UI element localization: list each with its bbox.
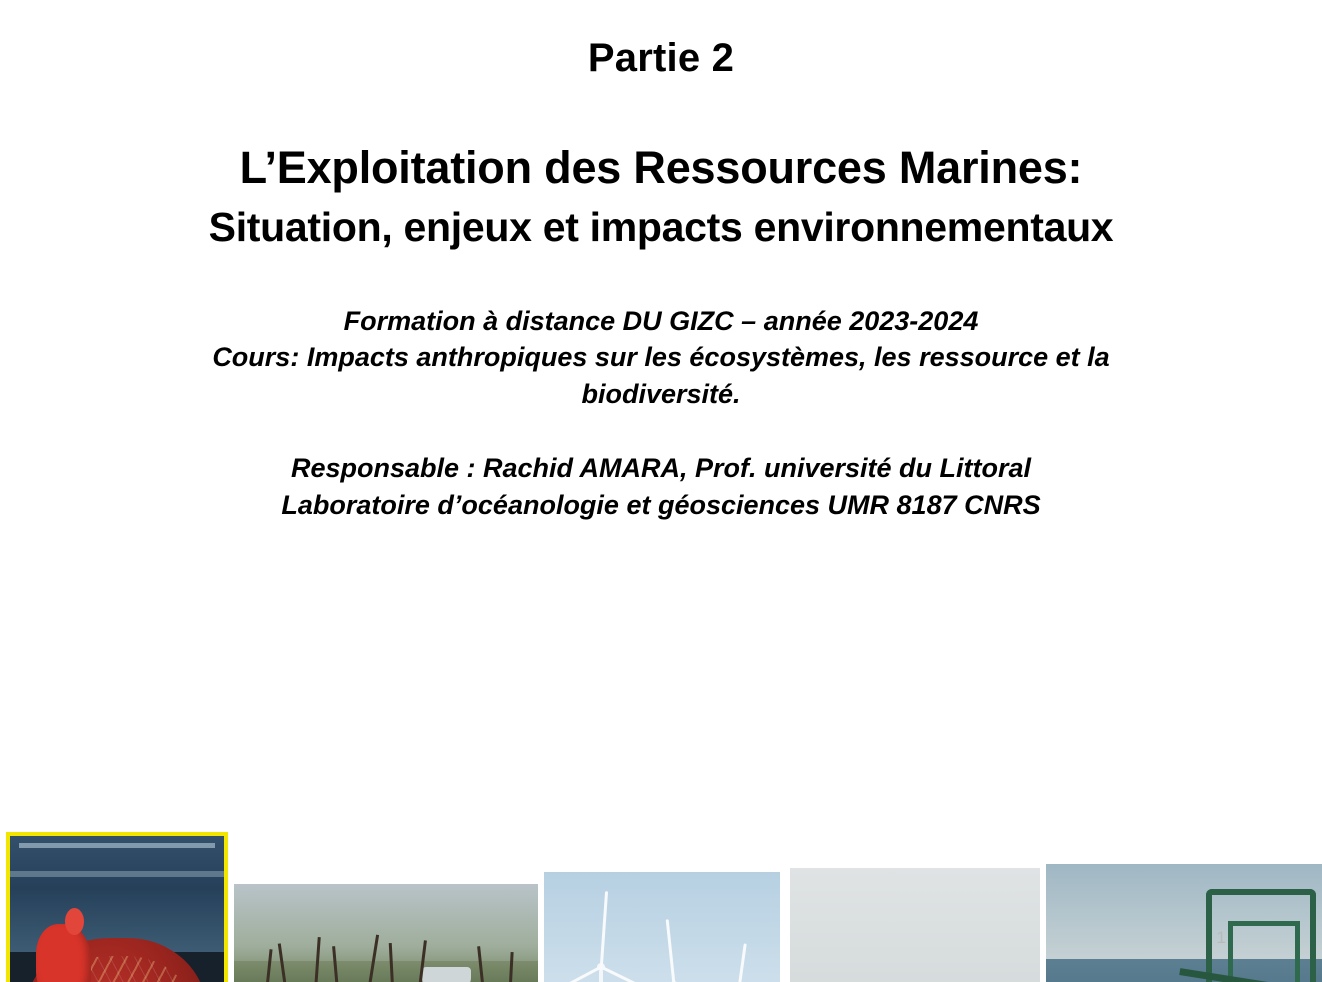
image-strip [0, 598, 1322, 982]
sky [790, 868, 1040, 982]
page-subtitle: Situation, enjeux et impacts environnementaux [208, 203, 1114, 250]
far-shore [234, 961, 538, 982]
course-info-line-2: Cours: Impacts anthropiques sur les écosystèmes, les ressource et la [212, 342, 1110, 373]
dredger-gantry-inner [1228, 921, 1300, 982]
responsible-line-2: Laboratoire d’océanologie et géosciences UMR 8187 CNRS [281, 489, 1041, 520]
course-info-line-1: Formation à distance DU GIZC – année 2023-2024 [343, 305, 979, 336]
page-title: L’Exploitation des Ressources Marines: [239, 142, 1083, 193]
wind-turbine [558, 921, 643, 982]
course-info-line-3: biodiversité. [581, 378, 741, 409]
small-boat [422, 967, 471, 982]
sand-dredging-photo [1046, 864, 1322, 982]
fishing-catch-photo [6, 832, 228, 982]
slide-number: 1 [1216, 928, 1226, 947]
shellfish-farming-photo [234, 884, 538, 982]
part-label: Partie 2 [587, 36, 735, 80]
responsible-info [0, 450, 1322, 523]
offshore-wind-farm-photo [544, 872, 780, 982]
deck-rail [19, 843, 216, 848]
oil-platform-photo [790, 868, 1040, 982]
deck-rail-lower [10, 871, 224, 877]
responsible-line-1: Responsable : Rachid AMARA, Prof. université du Littoral [290, 453, 1032, 484]
course-info [0, 303, 1322, 412]
turbine-mast [599, 971, 603, 982]
wind-turbine [700, 955, 776, 982]
